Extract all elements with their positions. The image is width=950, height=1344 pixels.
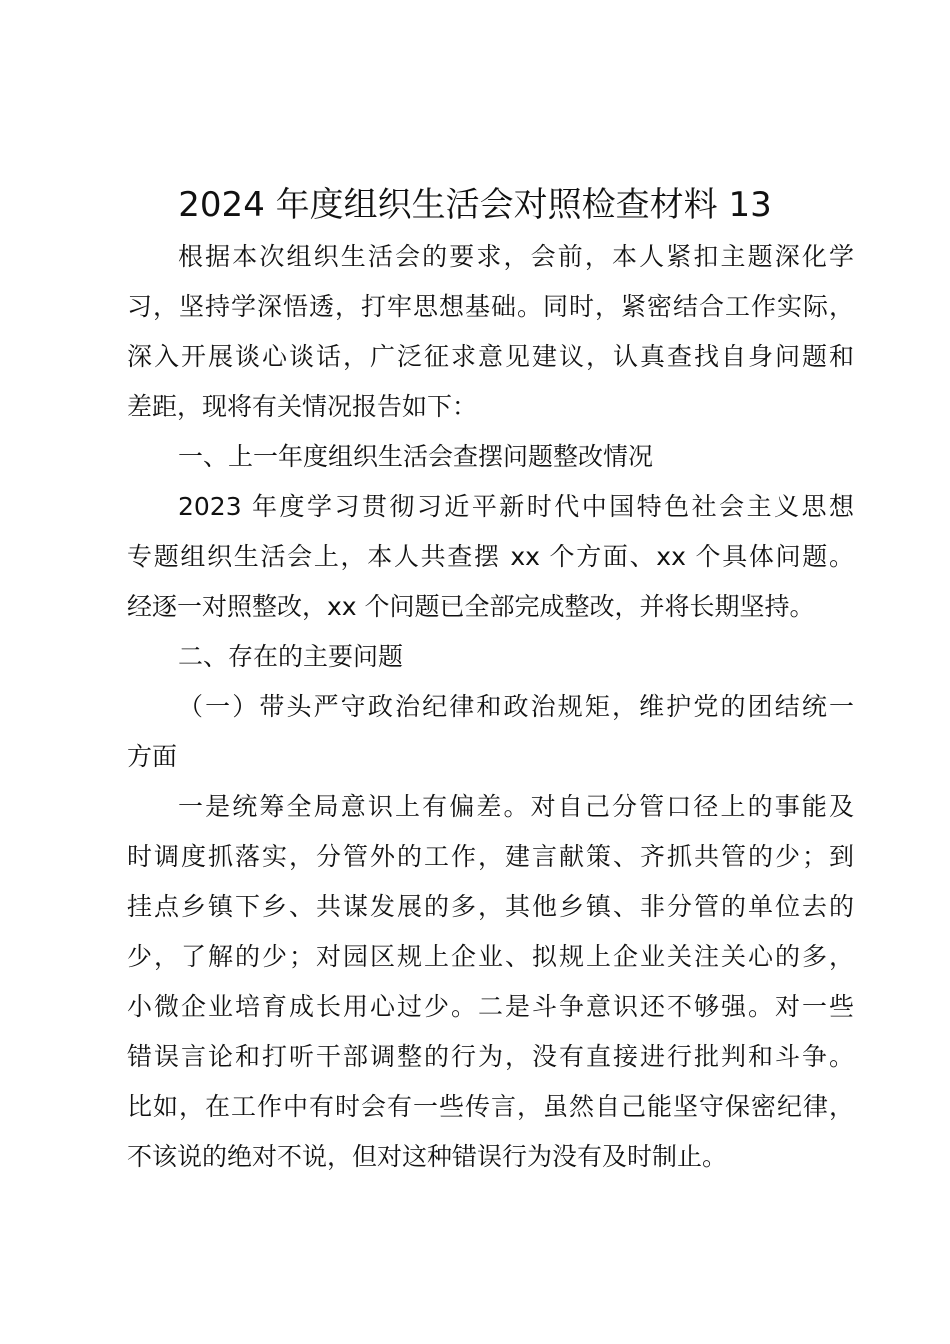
text-line: （一）带头严守政治纪律和政治规矩，维护党的团结统一 [178,692,854,721]
text-line: 习，坚持学深悟透，打牢思想基础。同时，紧密结合工作实际， [127,292,854,321]
document-title: 2024 年度组织生活会对照检查材料 13 [178,185,772,225]
document-body [127,232,854,1182]
text-line: 方面 [127,742,178,771]
text-line: 少，了解的少；对园区规上企业、拟规上企业关注关心的多， [127,942,854,971]
text-line: 深入开展谈心谈话，广泛征求意见建议，认真查找自身问题和 [127,342,854,371]
text-line: 差距，现将有关情况报告如下： [127,392,478,421]
text-line: 一、上一年度组织生活会查摆问题整改情况 [178,442,654,471]
text-line: 根据本次组织生活会的要求，会前，本人紧扣主题深化学 [178,242,854,271]
text-line: 一是统筹全局意识上有偏差。对自己分管口径上的事能及 [178,792,854,821]
text-line: 挂点乡镇下乡、共谋发展的多，其他乡镇、非分管的单位去的 [127,892,854,921]
text-line: 比如，在工作中有时会有一些传言，虽然自己能坚守保密纪律， [127,1092,854,1121]
text-line: 专题组织生活会上，本人共查摆 xx 个方面、xx 个具体问题。 [127,542,854,571]
text-line: 时调度抓落实，分管外的工作，建言献策、齐抓共管的少；到 [127,842,854,871]
text-line: 小微企业培育成长用心过少。二是斗争意识还不够强。对一些 [127,992,854,1021]
text-line: 不该说的绝对不说，但对这种错误行为没有及时制止。 [127,1142,728,1171]
text-line: 2023 年度学习贯彻习近平新时代中国特色社会主义思想 [178,492,854,521]
text-line: 二、存在的主要问题 [178,642,404,671]
text-line: 经逐一对照整改，xx 个问题已全部完成整改，并将长期坚持。 [127,592,815,621]
text-line: 错误言论和打听干部调整的行为，没有直接进行批判和斗争。 [127,1042,854,1071]
